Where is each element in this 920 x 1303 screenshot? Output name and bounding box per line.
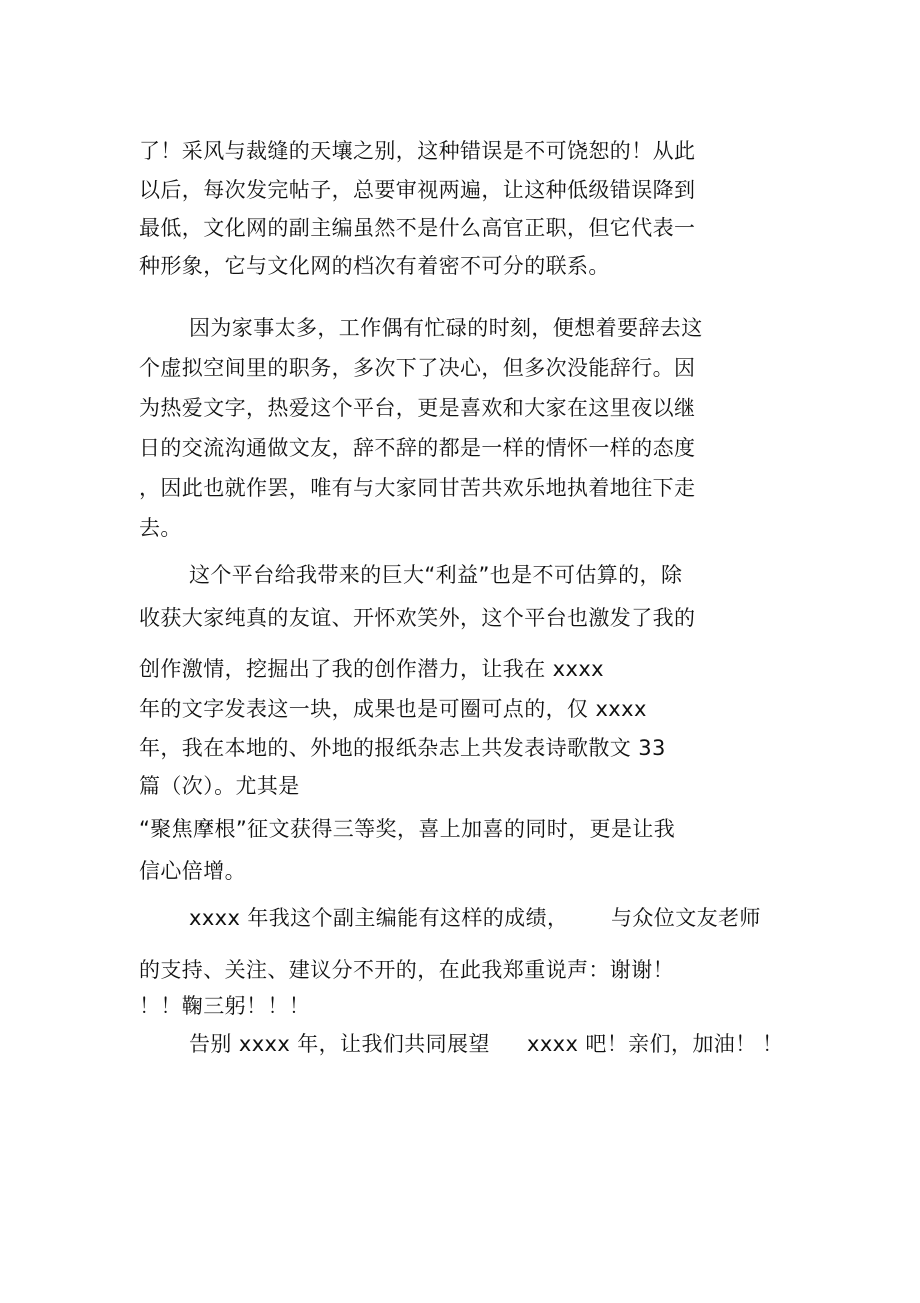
text-line: 告别 xxxx 年，让我们共同展望	[189, 1032, 490, 1056]
text-line: 创作激情，挖掘出了我的创作潜力，让我在 xxxx	[139, 657, 604, 681]
text-line: xxxx 吧！亲们，加油！	[527, 1032, 757, 1056]
text-line: 年的文字发表这一块，成果也是可圈可点的，仅 xxxx	[139, 697, 647, 721]
text-line: 与众位文友老师	[611, 906, 761, 930]
text-line: 最低，文化网的副主编虽然不是什么高官正职，但它代表一	[139, 216, 696, 240]
text-line: 种形象，它与文化网的档次有着密不可分的联系。	[139, 254, 610, 278]
text-line: 去。	[139, 516, 182, 540]
text-line: 信心倍增。	[139, 859, 246, 883]
text-line: 篇（次）。尤其是	[139, 774, 300, 798]
text-line: 的支持、关注、建议分不开的，在此我郑重说声：谢谢！	[139, 958, 674, 982]
text-line: xxxx 年我这个副主编能有这样的成绩，	[189, 906, 569, 930]
text-line: ！	[762, 1032, 784, 1056]
text-line: “聚焦摩根”征文获得三等奖，喜上加喜的同时，更是让我	[139, 817, 676, 841]
text-line: ！！鞠三躬！！！	[139, 994, 311, 1018]
text-line: 收获大家纯真的友谊、开怀欢笑外，这个平台也激发了我的	[139, 606, 696, 630]
text-line: 个虚拟空间里的职务，多次下了决心，但多次没能辞行。因	[139, 356, 696, 380]
text-line: 为热爱文字，热爱这个平台，更是喜欢和大家在这里夜以继	[139, 396, 696, 420]
text-line: 年，我在本地的、外地的报纸杂志上共发表诗歌散文 33	[139, 736, 666, 760]
text-line: ，因此也就作罢，唯有与大家同甘苦共欢乐地执着地往下走	[139, 476, 696, 500]
text-line: 因为家事太多，工作偶有忙碌的时刻，便想着要辞去这	[189, 316, 703, 340]
text-line: 这个平台给我带来的巨大“利益”也是不可估算的，除	[189, 563, 683, 587]
text-line: 日的交流沟通做文友，辞不辞的都是一样的情怀一样的态度	[139, 436, 696, 460]
text-line: 了！采风与裁缝的天壤之别，这种错误是不可饶恕的！从此	[139, 139, 696, 163]
text-line: 以后，每次发完帖子，总要审视两遍，让这种低级错误降到	[139, 178, 696, 202]
